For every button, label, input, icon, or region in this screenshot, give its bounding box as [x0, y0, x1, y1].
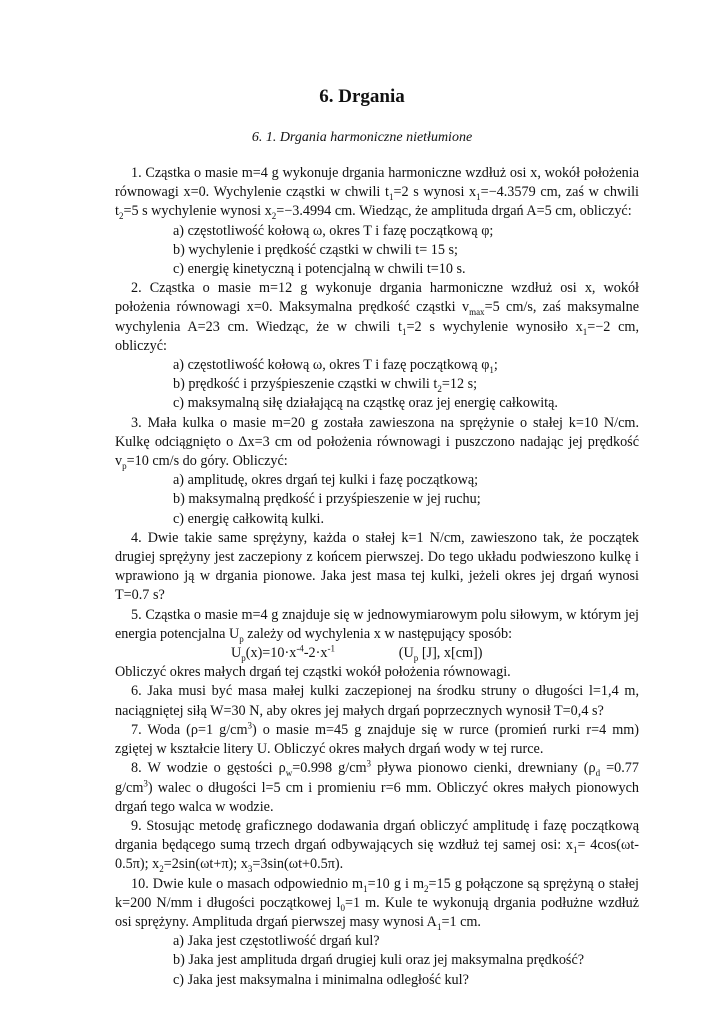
problem-2-subitem-c: c) maksymalną siłę działającą na cząstkę oraz jej energię całkowitą. — [173, 395, 558, 412]
problem-3-text: 3. Mała kulka o masie m=20 g została zawieszona na sprężynie o stałej k=10 N/cm. Kulkę odciągnięto o Δx=3 cm od położenia równowagi i puszczono nadając jej prędkość $v_p=10$ cm/s do góry. Obliczyć: — [115, 414, 639, 471]
problem-1-subitem-c: c) energię kinetyczną i potencjalną w chwili t=10 s. — [173, 261, 466, 278]
problem-3-subitem-b: b) maksymalną prędkość i przyśpieszenie w jej ruchu; — [173, 491, 481, 508]
problem-10-text: 10. Dwie kule o masach odpowiednio $m_1=10$ g i $m_2=15$ g połączone są sprężyną o stałej k=200 N/mm i długości początkowej $l_0=1$ m. Kule te wykonują drgania podłużne wzdłuż osi sprężyny. Amplituda drgań pierwszej masy wynosi $A_1=1$ cm. — [115, 875, 639, 932]
section-subtitle: 6. 1. Drgania harmoniczne nietłumione — [251, 130, 473, 145]
problem-7-text: 7. Woda (ρ=1 $g/cm^3$) o masie m=45 g znajduje się w rurce (promień rurki r=4 mm) zgiętej w kształcie litery U. Obliczyć okres małych drgań wody w tej rurce. — [115, 720, 639, 758]
chapter-title: 6. Drgania — [319, 86, 405, 107]
problem-1-subitem-a: a) częstotliwość kołową ω, okres T i fazę początkową φ; — [173, 222, 494, 239]
problem-4-text: 4. Dwie takie same sprężyny, każda o stałej k=1 N/cm, zawieszono tak, że początek drugiej sprężyny jest zaczepiony z końcem pierwszej. Do tego układu podwieszono kulkę i wprawiono ją w drgania pionowe. Jaka jest masa tej kulki, jeżeli okres jej drgań wynosi T=0.7 s? — [115, 529, 639, 604]
problem-2-subitem-a: a) częstotliwość kołową ω, okres T i fazę początkową $\varphi_1$; — [173, 357, 498, 375]
problem-10-subitem-a: a) Jaka jest częstotliwość drgań kul? — [173, 933, 380, 950]
problem-6-text: 6. Jaka musi być masa małej kulki zaczepionej na środku struny o długości l=1,4 m, naciągniętej siłą W=30 N, aby okres jej małych drgań poprzecznych wynosił T=0,4 s? — [115, 683, 639, 719]
problem-5-text: 5. Cząstka o masie m=4 g znajduje się w jednowymiarowym polu siłowym, w którym jej energia potencjalna $U_p$ zależy od wychylenia x w następujący sposób: — [115, 606, 639, 644]
problem-list — [115, 164, 639, 990]
problem-3-subitem-c: c) energię całkowitą kulki. — [173, 510, 325, 527]
problem-5-question: Obliczyć okres małych drgań tej cząstki wokół położenia równowagi. — [115, 664, 511, 681]
problem-1-subitem-b: b) wychylenie i prędkość cząstki w chwili t= 15 s; — [173, 241, 458, 258]
problem-10-subitem-b: b) Jaka jest amplituda drgań drugiej kuli oraz jej maksymalna prędkość? — [173, 952, 585, 969]
problem-9-text: 9. Stosując metodę graficznego dodawania drgań obliczyć amplitudę i fazę początkową drgania będącego sumą trzech drgań odbywających się wzdłuż tej samej osi: $x_1= 4\cos(\omega t-0.5\pi)$; $x_2=2\sin(\omega t+\pi)$; $x_3=3\sin(\omega t+0.5\pi)$. — [115, 817, 639, 875]
problem-8-text: 8. W wodzie o gęstości $\rho_w=0.998$ $g/cm^3$ pływa pionowo cienki, drewniany ($\rho_d =0.77$ $g/cm^3$) walec o długości l=5 cm i promieniu r=6 mm. Obliczyć okres małych pionowych drgań tego walca w wodzie. — [115, 758, 639, 815]
problem-10-subitem-c: c) Jaka jest maksymalna i minimalna odległość kul? — [173, 971, 469, 988]
problem-5-formula: $U_p(x)=10\cdot x^{-4}-2\cdot x^{-1}$ ($U_p$ [J], x[cm]) — [231, 643, 483, 663]
problem-2-text: 2. Cząstka o masie m=12 g wykonuje drgania harmoniczne wzdłuż osi x, wokół położenia równowagi x=0. Maksymalna prędkość cząstki $v_{max}=5$ cm/s, zaś maksymalne wychylenia A=23 cm. Wiedząc, że w chwili $t_1=2$ s wychylenie wynosiło $x_1=-2$ cm, obliczyć: — [115, 280, 639, 354]
problem-3-subitem-a: a) amplitudę, okres drgań tej kulki i fazę początkową; — [173, 472, 479, 489]
problem-2-subitem-b: b) prędkość i przyśpieszenie cząstki w chwili $t_2=12$ s; — [173, 376, 478, 395]
problem-1-text: 1. Cząstka o masie m=4 g wykonuje drgania harmoniczne wzdłuż osi x, wokół położenia równowagi x=0. Wychylenie cząstki w chwili $t_1=2$ s wynosi $x_1=-4.3579$ cm, zaś w chwili $t_2=5$ s wychylenie wynosi $x_2=-3.4994$ cm. Wiedząc, że amplituda drgań A=5 cm, obliczyć: — [115, 165, 639, 222]
